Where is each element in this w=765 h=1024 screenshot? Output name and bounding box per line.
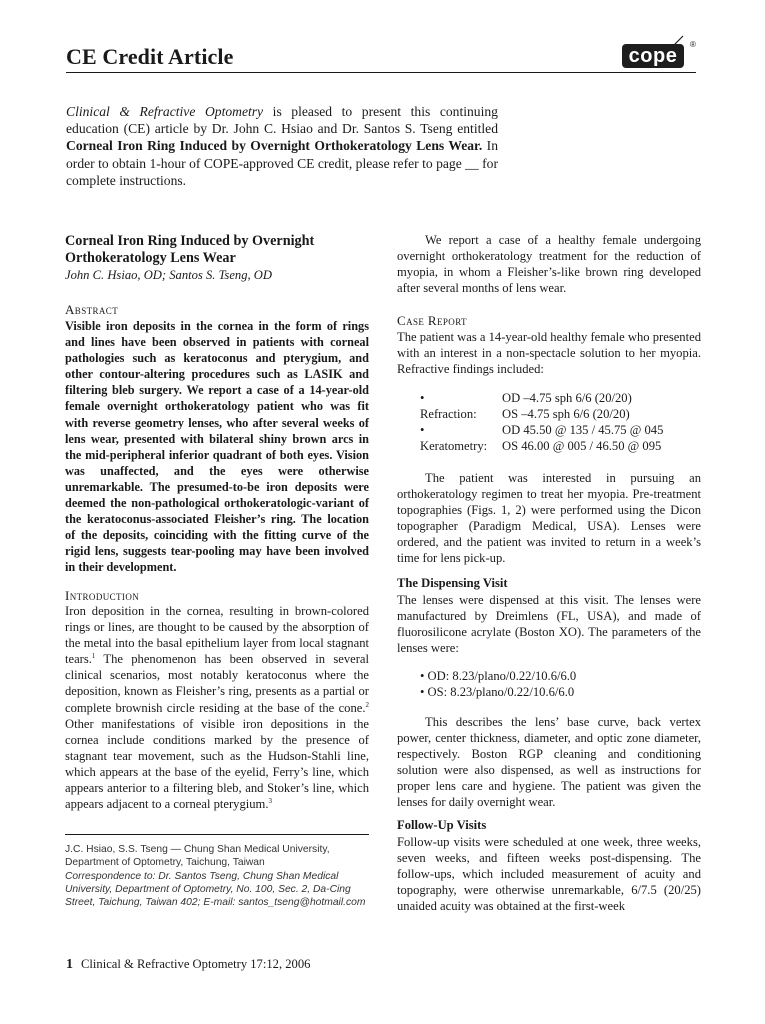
lens-parameters-list [420, 668, 576, 700]
abstract-heading: Abstract [65, 302, 119, 317]
case-report-text: The patient was a 14-year-old healthy female who presented with an interest in a non-spectacle solution to her myopia. Refractive findings included: [397, 330, 701, 377]
finding-value: OD 45.50 @ 135 / 45.75 @ 045 [502, 423, 664, 438]
lens-parameter-item: • OD: 8.23/plano/0.22/10.6/6.0 [420, 669, 577, 683]
right-intro-paragraph: We report a case of a healthy female undergoing overnight orthokeratology treatment for the reduction of myopia, in whom a Fleisher’s-like brown ring developed after several months of lens wear. [397, 233, 701, 296]
logo-swoosh-icon [670, 35, 684, 49]
footnote-rule [65, 834, 369, 835]
finding-label: • Keratometry: [420, 423, 488, 454]
dispensing-visit-heading: The Dispensing Visit [397, 576, 508, 590]
journal-name: Clinical & Refractive Optometry [66, 104, 264, 119]
finding-label: • Refraction: [420, 391, 477, 422]
intro-text-2: In order to obtain 1-hour of COPE-approved CE credit, please refer to page __ for complete instructions. [66, 138, 498, 188]
finding-value: OD –4.75 sph 6/6 (20/20) [502, 391, 632, 405]
page-footer [66, 957, 310, 973]
lens-parameter-item: • OS: 8.23/plano/0.22/10.6/6.0 [420, 685, 575, 700]
section-header-title: CE Credit Article [66, 44, 234, 69]
intro-p2: The phenomenon has been observed in several clinical scenarios, most notably keratoconus where the deposition, known as Fleisher’s ring, presents as a partial or complete brownish circle residing at the base of the cone. [65, 652, 369, 715]
footnote-correspondence: Correspondence to: Dr. Santos Tseng, Chung Shan Medical University, Department of Optometry, No. 100, Sec. 2, Da-Cing Street, Taichung, Taiwan 402; E-mail: santos_tseng@hotmail.com [65, 871, 366, 909]
dispensing-visit-text: The lenses were dispensed at this visit. The lenses were manufactured by Dreimlens (FL, USA), and made of fluorosilicone acrylate (Boston XO). The parameters of the lenses were: [397, 593, 701, 656]
registered-mark: ® [690, 40, 696, 49]
cope-logo: cope [622, 44, 684, 68]
page-number: 1 [66, 957, 73, 972]
intro-p3: Other manifestations of visible iron depositions in the cornea include conditions marked by the presence of stagnant tear movement, such as the Hudson-Stahli line, which appears at the base of the eyelid, Ferry’s line, which appears anterior to a filtering bleb, and Stoker’s line, which appears adjacent to a corneal pterygium. [65, 716, 369, 812]
finding-value: OS –4.75 sph 6/6 (20/20) [502, 407, 630, 422]
follow-up-text: Follow-up visits were scheduled at one week, three weeks, seven weeks, and fifteen weeks post-dispensing. The follow-ups, which included measurement of acuity and topography, were otherwise unremarkable, 6/7.5 (20/25) unaided acuity was obtained at the first-week [397, 835, 701, 914]
ref-1: 1 [91, 652, 96, 661]
abstract-text: Visible iron deposits in the cornea in the form of rings and lines have been observed in patients with corneal pathologies such as keratoconus and pterygium, and other contour-altering procedures such as LASIK and filtering bleb surgery. We report a case of a 14-year-old female overnight orthokeratology patient who was fit with reverse geometry lenses, who after several weeks of lens wear, presented with bilateral shiny brown arcs in the mid-peripheral inferior quadrant of both eyes. Vision was unaffected, and the eyes were otherwise unremarkable. The presumed-to-be iron deposits were deemed the non-pathological orthokeratologic-variant of the keratoconus-associated Fleisher’s ring. The location of the deposits, coinciding with the fitting curve of the rigid lens, suggests tear-pooling may have been involved in their development. [65, 319, 369, 575]
case-report-heading: Case Report [397, 313, 467, 328]
article-authors: John C. Hsiao, OD; Santos S. Tseng, OD [65, 268, 272, 282]
follow-up-heading: Follow-Up Visits [397, 818, 487, 832]
header-rule [66, 72, 696, 73]
intro-article-title: Corneal Iron Ring Induced by Overnight Orthokeratology Lens Wear. [66, 138, 483, 154]
ref-2: 2 [365, 700, 369, 709]
introduction-text [65, 603, 369, 812]
ref-3: 3 [268, 796, 273, 805]
intro-p1: Iron deposition in the cornea, resulting in brown-colored rings or lines, are thought to be caused by the absorption of the metal into the basal epithelium layer from local stagnant tears. [65, 604, 369, 667]
article-title: Corneal Iron Ring Induced by Overnight Orthokeratology Lens Wear [65, 233, 315, 266]
footnote-affiliation: J.C. Hsiao, S.S. Tseng — Chung Shan Medical University, Department of Optometry, Taichung, Taiwan [65, 844, 330, 869]
finding-value: OS 46.00 @ 005 / 46.50 @ 095 [502, 439, 662, 454]
ce-intro-paragraph [66, 103, 498, 189]
introduction-heading: Introduction [65, 588, 140, 603]
lens-description-paragraph: This describes the lens’ base curve, back vertex power, center thickness, diameter, and optic zone diameter, respectively. Boston RGP cleaning and conditioning solution were also dispensed, as well as instructions for proper lens care and hygiene. The patient was given the lenses for daily overnight wear. [397, 715, 701, 810]
intro-text-1: is pleased to present this continuing education (CE) article by Dr. John C. Hsiao and Dr. Santos S. Tseng entitled [66, 104, 498, 137]
footer-citation: Clinical & Refractive Optometry 17:12, 2006 [81, 957, 311, 971]
pretreatment-paragraph: The patient was interested in pursuing an orthokeratology regimen to treat her myopia. Pre-treatment topographies (Figs. 1, 2) were performed using the Dicon topographer (Paradigm Medical, USA). Lenses were ordered, and the patient was invited to return in a week’s time for lens pick-up. [397, 471, 701, 566]
